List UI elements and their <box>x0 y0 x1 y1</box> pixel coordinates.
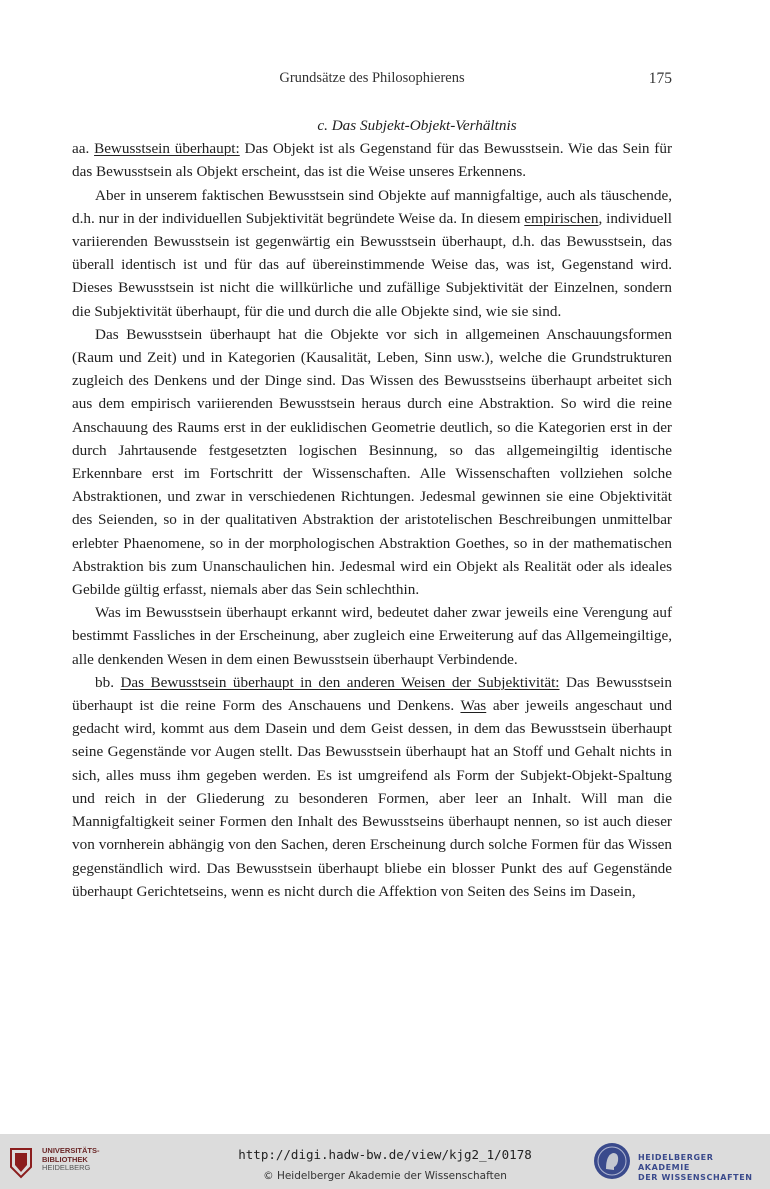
hadw-seal-icon <box>592 1141 632 1181</box>
paragraph-bb-text: aber jeweils angeschaut und gedacht wird, kommt aus dem Dasein und dem Geist dessen, in dem das Bewusstsein überhaupt seine Gegenstände vor Augen stellt. Das Bewusstsein überhaupt hat an Stoff und Gehalt nichts in sich, alles muss ihm gegeben werden. Es ist umgreifend als Form der Subjekt-Objekt-Spaltung und reich in der Gliederung zu besonderen Formen, aber leer an Inhalt. Will man die Mannigfaltigkeit seiner Formen den Inhalt des Bewusstseins überhaupt nennen, so ist auch dieser von vornherein abhängig von den Sachen, deren Erscheinung durch solche Formen für das Wissen gegenständlich wird. Das Bewusstsein überhaupt bliebe ein blosser Punkt des auf Gegenstände überhaupt Gerichtetseins, wenn es nicht durch die Affektion von Seiten des Seins im Dasein, <box>72 697 672 900</box>
hadw-logo-line1: HEIDELBERGER AKADEMIE <box>638 1153 714 1172</box>
paragraph-4: Was im Bewusstsein überhaupt erkannt wird, bedeutet daher zwar jeweils eine Verengung auf bestimmt Fassliches in der Erscheinung, aber zugleich eine Erweiterung auf das Allgemeingiltige, alle denkenden Wesen in dem einen Bewusstsein überhaupt Verbindende. <box>72 604 672 668</box>
paragraph-bb-lead: bb. <box>95 673 121 691</box>
ub-logo-line3: HEIDELBERG <box>42 1163 91 1172</box>
permalink-url[interactable]: http://digi.hadw-bw.de/view/kjg2_1/0178 <box>238 1147 532 1162</box>
paragraph-bb-underlined-was: Was <box>460 697 487 715</box>
paragraph-aa <box>72 137 672 183</box>
page-number: 175 <box>648 70 672 87</box>
paragraph-3: Das Bewusstsein überhaupt hat die Objekte vor sich in allgemeinen Anschauungsformen (Raum und Zeit) und in Kategorien (Kausalität, Leben, Sinn usw.), welche die Grundstrukturen zugleich des Denkens und der Dinge sind. Das Wissen des Bewusstseins überhaupt arbeitet sich aus dem empirisch variierenden Bewusstsein heraus durch eine Abstraktion. So wird die reine Anschauung des Raums erst in der euklidischen Geometrie deutlich, so die Kategorien erst in der durch Jahrtausende festgesetzten logischen Besinnung, so das allgemeingiltig identische Erkennbare erst im Fortschritt der Wissenschaften. Alle Wissenschaften vollziehen solche Abstraktionen, und zwar in verschiedenen Richtungen. Jedesmal gewinnen sie eine Objektivität des Seienden, so in der qualitativen Abstraktion der aristotelischen Beschreibungen unmittelbar erlebter Phaenomene, so in der morphologischen Abstraktion Goethes, so in der mathematischen Abstraktion bis zum Unanschaulichen hin. Jedesmal wird ein Objekt als Realität oder als ideales Gebilde gültig erfasst, niemals aber das Sein schlechthin. <box>72 325 672 599</box>
ub-logo-line2: BIBLIOTHEK <box>42 1154 88 1164</box>
hadw-logo[interactable] <box>592 1141 762 1181</box>
paragraph-aa-lead: aa. <box>72 140 95 158</box>
ub-logo-line1: UNIVERSITÄTS- <box>42 1146 100 1155</box>
hadw-logo-line2: DER WISSENSCHAFTEN <box>638 1173 753 1182</box>
copyright-notice: © Heidelberger Akademie der Wissenschaften <box>263 1170 507 1182</box>
page-header <box>72 70 672 92</box>
body-text <box>72 114 672 903</box>
paragraph-2-before: Aber in unserem faktischen Bewusstsein sind Objekte auf mannigfaltige, auch als täuschende, d.h. nur in der individuellen Subjektivität begründete Weise da. In diesem <box>72 186 672 227</box>
paragraph-bb-mid: Das Bewusstsein überhaupt ist die reine Form des Anschauens und Denkens. <box>72 673 672 715</box>
hadw-logo-text <box>638 1153 762 1183</box>
paragraph-2 <box>72 184 672 323</box>
section-heading-text: c. Das Subjekt-Objekt-Verhältnis <box>317 117 517 134</box>
paragraph-aa-text: Das Objekt ist als Gegenstand für das Bewusstsein. Wie das Sein für das Bewusstsein als Objekt erscheint, das ist die Weise unseres Erkennens. <box>72 140 672 181</box>
paragraph-bb <box>72 671 672 903</box>
footer-band <box>0 1134 770 1189</box>
paragraph-2-underlined-term: empirischen <box>524 209 599 227</box>
paragraph-aa-underlined-term: Bewusstsein überhaupt: <box>94 140 240 158</box>
paragraph-2-after: , individuell variierenden Bewusstsein ist gegenwärtig ein Bewusstsein überhaupt, d.h. das Bewusstsein, das überall identisch ist und für das auf übereinstimmende Weise das, was ist, Gegenstand wird. Dieses Bewusstsein ist nicht die willkürliche und zufällige Subjektivität der Einzelnen, sondern die Subjektivität überhaupt, für die und durch die alle Objekte sind, wie sie sind. <box>72 209 672 320</box>
paragraph-bb-underlined-heading: Das Bewusstsein überhaupt in den anderen Weisen der Subjektivität: <box>120 673 560 691</box>
running-title: Grundsätze des Philosophierens <box>279 70 465 86</box>
section-heading <box>72 114 672 137</box>
